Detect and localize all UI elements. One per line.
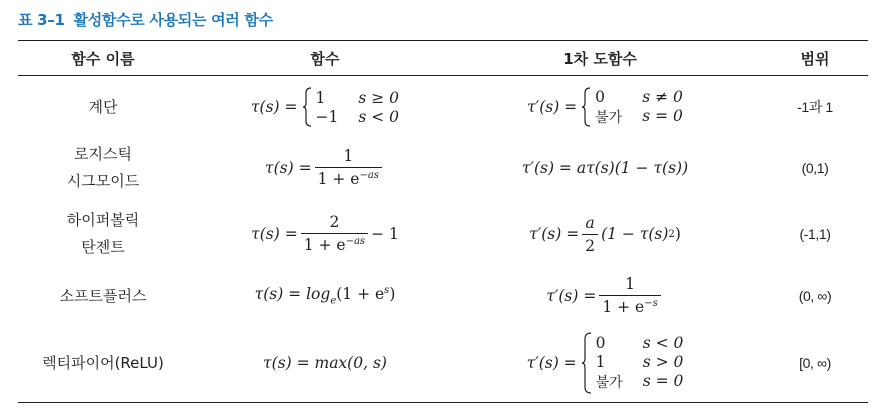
- row-softplus-function: $\tau(s) = \log_e(1 + e^s)$: [254, 285, 396, 307]
- row-relu-function: τ(s) = max(0, s): [263, 354, 387, 372]
- bottom-rule: [18, 402, 868, 403]
- row-sigmoid-range: (0,1): [801, 160, 829, 176]
- row-step-derivative: τ′(s) = 0 s ≠ 0 불가 s = 0: [527, 87, 683, 126]
- fraction: $\frac{a}{2}$: [582, 214, 598, 255]
- row-step-range: -1과 1: [797, 99, 833, 115]
- row-tanh-derivative: τ′(s) = $\frac{a}{2}$ (1 − τ(s) 2 ): [529, 213, 681, 255]
- table-title: 활성함수로 사용되는 여러 함수: [73, 11, 273, 29]
- fraction: $\frac{1}{1 + e^{-as}}$: [315, 147, 382, 188]
- header-name: 함수 이름: [71, 50, 135, 68]
- table-caption: [18, 9, 273, 30]
- header-rule: [18, 75, 868, 76]
- row-sigmoid-name: 로지스틱 시그모이드: [66, 145, 140, 190]
- row-tanh-name: 하이퍼볼릭 탄젠트: [66, 211, 140, 256]
- header-range: 범위: [800, 50, 830, 68]
- row-tanh-function: τ(s) = $\frac{2}{1 + e^{-as}}$ − 1: [251, 213, 399, 255]
- header-function: 함수: [310, 50, 340, 68]
- table-number: 표 3–1: [18, 11, 65, 29]
- row-step-name: 계단: [88, 97, 118, 116]
- row-tanh-range: (-1,1): [799, 226, 831, 242]
- row-sigmoid-derivative: τ′(s) = aτ(s)(1 − τ(s)): [521, 159, 689, 177]
- fraction: $\frac{1}{1 + e^{-s}}$: [599, 275, 660, 316]
- fraction: $\frac{2}{1 + e^{-as}}$: [301, 213, 368, 254]
- left-brace-icon: [302, 87, 312, 127]
- row-softplus-name: 소프트플러스: [59, 286, 147, 305]
- row-step-function: τ(s) = 1 s ≥ 0 −1 s < 0: [250, 88, 400, 126]
- header-derivative: 1차 도함수: [563, 50, 637, 68]
- left-brace-icon: [581, 332, 592, 394]
- top-rule: [18, 40, 868, 41]
- row-relu-name: 렉티파이어(ReLU): [42, 353, 164, 372]
- row-relu-derivative: τ′(s) = 0 s < 0 1 s > 0 불가 s = 0: [460, 330, 750, 396]
- row-softplus-range: (0, ∞): [798, 288, 832, 304]
- row-relu-range: [0, ∞): [799, 355, 831, 371]
- left-brace-icon: [581, 87, 591, 127]
- row-softplus-derivative: τ′(s) = $\frac{1}{1 + e^{-s}}$: [460, 270, 750, 322]
- row-sigmoid-function: τ(s) = $\frac{1}{1 + e^{-as}}$: [210, 140, 440, 196]
